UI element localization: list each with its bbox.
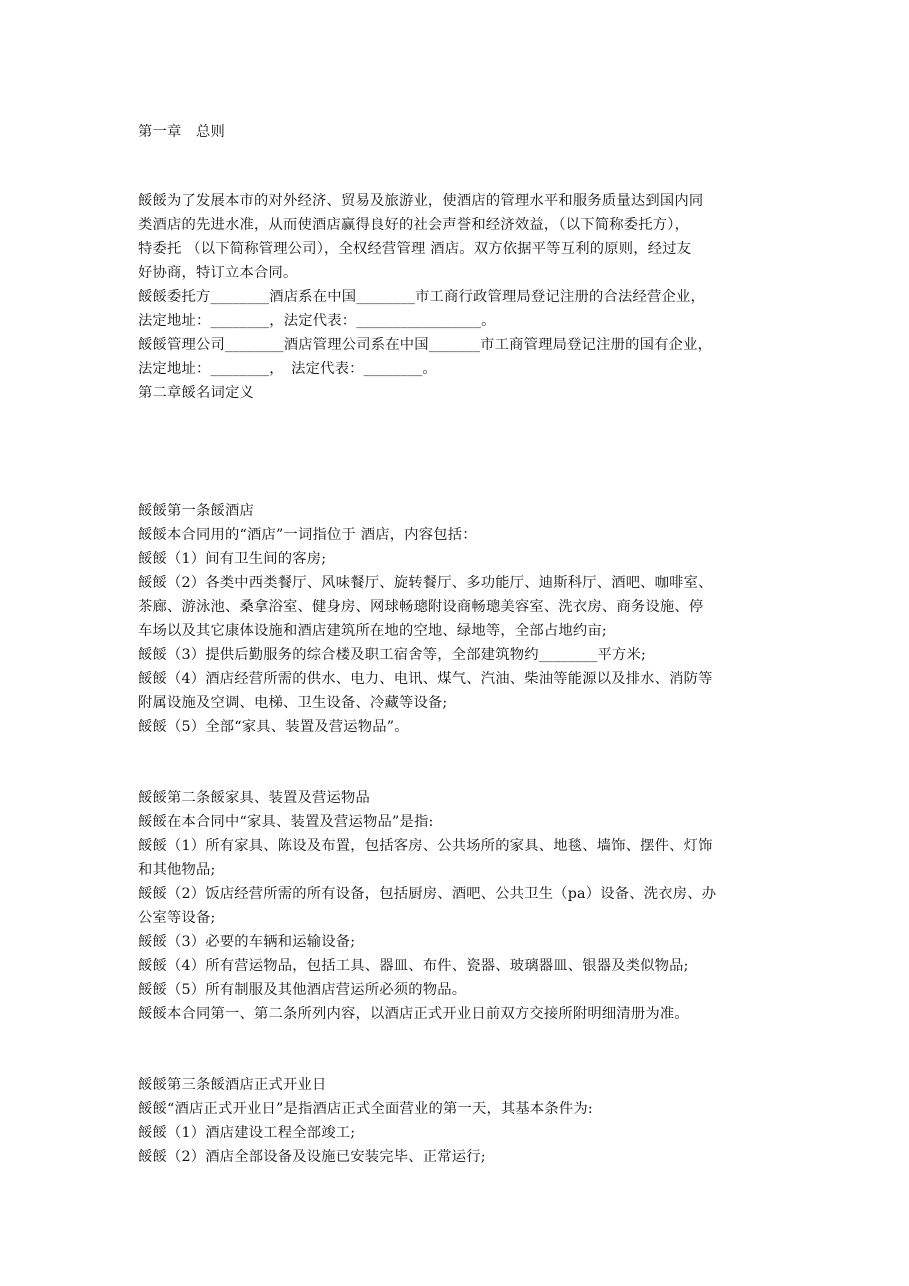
article-2-line: 餒餒（2）饭店经营所需的所有设备，包括厨房、酒吧、公共卫生（pa）设备、洗衣房、办: [138, 886, 717, 902]
article-1-title: 餒餒第一条餒酒店: [138, 503, 254, 519]
article-3-line: 餒餒（1）酒店建设工程全部竣工;: [138, 1125, 356, 1141]
article-1-line: 餒餒（2）各类中西类餐厅、风味餐厅、旋转餐厅、多功能厅、迪斯科厅、酒吧、咖啡室、: [138, 575, 713, 591]
article-1-line: 茶廊、游泳池、桑拿浴室、健身房、网球畅璁附设商畅璁美容室、洗衣房、商务设施、停: [138, 599, 704, 615]
article-2-line: 和其他物品;: [138, 862, 216, 878]
article-2-line: 餒餒（4）所有营运物品，包括工具、器皿、布件、瓷器、玻璃器皿、银器及类似物品;: [138, 958, 689, 974]
article-1-line: 餒餒本合同用的“酒店”一词指位于 酒店，内容包括：: [138, 527, 477, 543]
preamble-line: 特委托 （以下简称管理公司），全权经营管理 酒店。双方依据平等互利的原则，经过友: [138, 241, 692, 257]
article-2-line: 餒餒（3）必要的车辆和运输设备;: [138, 934, 356, 950]
article-2-line: 餒餒（1）所有家具、陈设及布置，包括客房、公共场所的家具、地毯、墙饰、摆件、灯饰: [138, 838, 713, 854]
party-line: 法定地址：________， 法定代表：________。: [138, 361, 437, 377]
party-line: 法定地址：________，法定代表：_________________。: [138, 313, 496, 329]
article-2-line: 公室等设备;: [138, 910, 216, 926]
article-2-title: 餒餒第二条餒家具、装置及营运物品: [138, 790, 370, 806]
article-1-line: 附属设施及空调、电梯、卫生设备、冷藏等设备;: [138, 695, 448, 711]
article-3-line: 餒餒“酒店正式开业日”是指酒店正式全面营业的第一天，其基本条件为:: [138, 1101, 593, 1117]
chapter-2-title: 第二章餒名词定义: [138, 385, 254, 401]
article-3-line: 餒餒（2）酒店全部设备及设施已安装完毕、正常运行;: [138, 1149, 486, 1165]
article-1-line: 餒餒（1）间有卫生间的客房;: [138, 551, 327, 567]
party-line: 餒餒委托方________酒店系在中国________市工商行政管理局登记注册的合法经营企业，: [138, 289, 705, 305]
article-2-line: 餒餒本合同第一、第二条所列内容，以酒店正式开业日前双方交接所附明细清册为准。: [138, 1006, 689, 1022]
article-1-line: 车场以及其它康体设施和酒店建筑所在地的空地、绿地等，全部占地约亩;: [138, 623, 607, 639]
article-1-line: 餒餒（5）全部“家具、装置及营运物品”。: [138, 719, 409, 735]
article-2-line: 餒餒在本合同中“家具、装置及营运物品”是指:: [138, 814, 434, 830]
article-1-line: 餒餒（3）提供后勤服务的综合楼及职工宿舍等，全部建筑物约________平方米;: [138, 647, 647, 663]
article-1-line: 餒餒（4）酒店经营所需的供水、电力、电讯、煤气、汽油、柴油等能源以及排水、消防等: [138, 671, 713, 687]
article-2-line: 餒餒（5）所有制服及其他酒店营运所必须的物品。: [138, 982, 467, 998]
preamble-line: 类酒店的先进水准，从而使酒店赢得良好的社会声誉和经济效益，（以下简称委托方），: [138, 217, 690, 233]
chapter-1-title: 第一章 总则: [138, 124, 225, 140]
preamble-line: 好协商，特订立本合同。: [138, 265, 298, 281]
article-3-title: 餒餒第三条餒酒店正式开业日: [138, 1077, 327, 1093]
party-line: 餒餒管理公司________酒店管理公司系在中国_______市工商管理局登记注册的国有企业，: [138, 337, 713, 353]
preamble-line: 餒餒为了发展本市的对外经济、贸易及旅游业，使酒店的管理水平和服务质量达到国内同: [138, 193, 704, 209]
